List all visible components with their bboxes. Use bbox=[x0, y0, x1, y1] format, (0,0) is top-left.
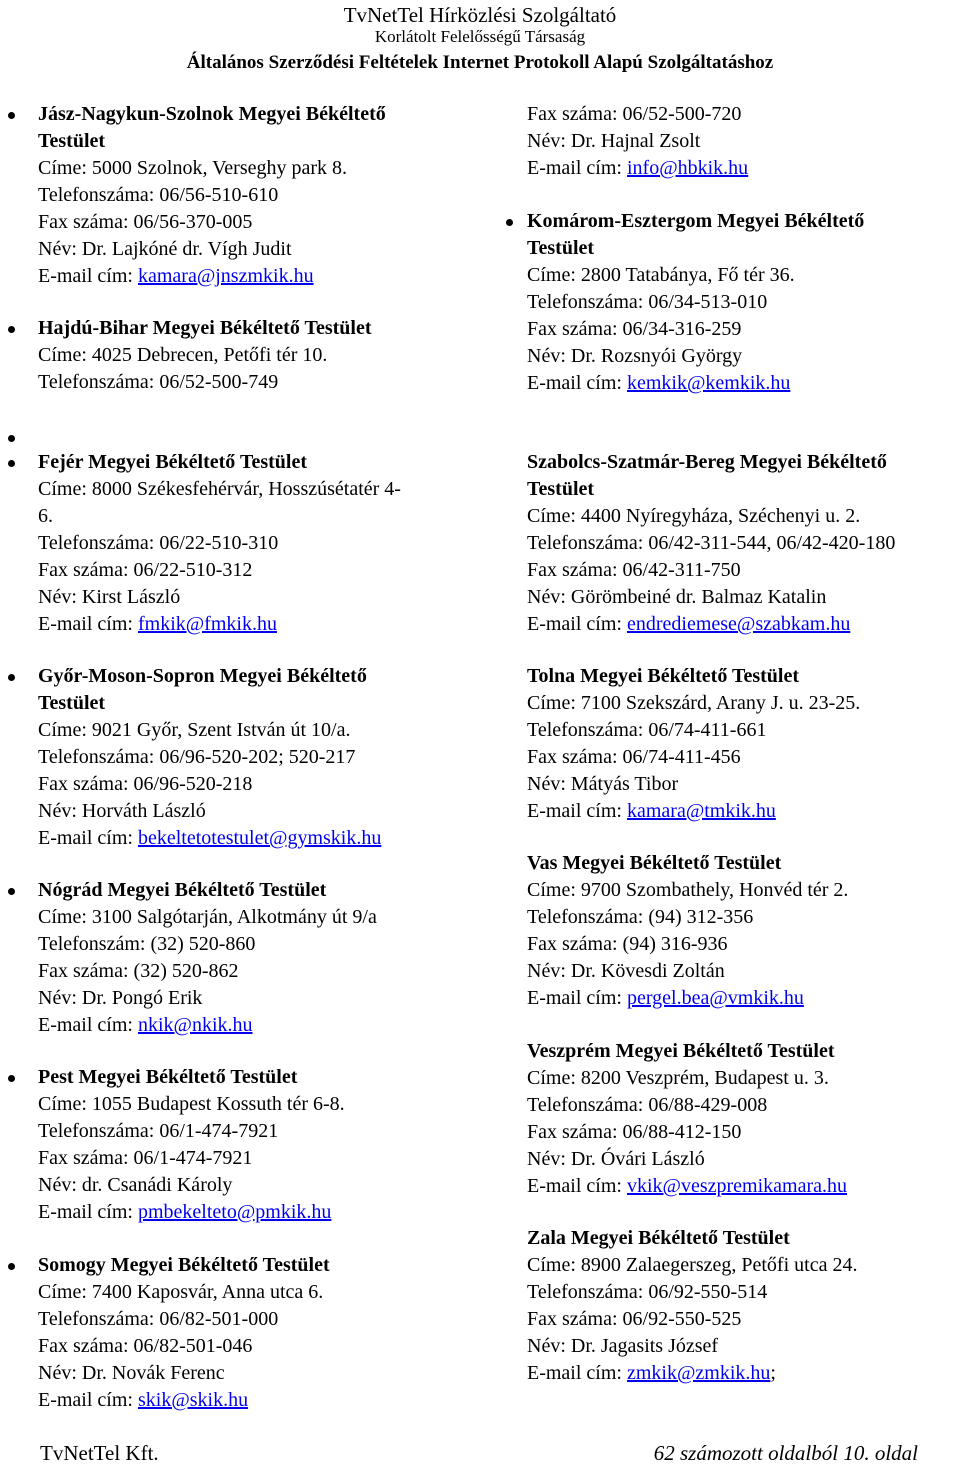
entry-title: Szabolcs-Szatmár-Bereg Megyei Békéltető bbox=[527, 451, 887, 473]
entry-detail: Telefonszáma: 06/42-311-544, 06/42-420-180 bbox=[527, 532, 896, 554]
bullet-icon bbox=[8, 460, 15, 467]
entry-detail: Név: dr. Csanádi Károly bbox=[38, 1174, 233, 1196]
email-label: E-mail cím: bbox=[527, 157, 627, 179]
email-label: E-mail cím: bbox=[38, 1201, 138, 1223]
company-type: Korlátolt Felelősségű Társaság bbox=[374, 27, 586, 46]
entry-detail: Fax száma: (94) 316-936 bbox=[527, 933, 728, 955]
right-entry-4 bbox=[527, 850, 947, 1012]
email-label: E-mail cím: bbox=[38, 1014, 138, 1036]
entry-detail: Név: Dr. Pongó Erik bbox=[38, 987, 203, 1009]
entry-detail: Fax száma: 06/42-311-750 bbox=[527, 559, 741, 581]
entry-detail: Telefonszáma: 06/1-474-7921 bbox=[38, 1120, 279, 1142]
email-label: E-mail cím: bbox=[527, 1175, 627, 1197]
entry-email-line bbox=[527, 1360, 947, 1387]
email-link[interactable]: skik@skik.hu bbox=[137, 1389, 249, 1411]
entry-email-line bbox=[527, 1173, 947, 1200]
entry-title: Győr-Moson-Sopron Megyei Békéltető bbox=[38, 665, 367, 687]
entry-detail: Címe: 7100 Szekszárd, Arany J. u. 23-25. bbox=[527, 692, 861, 714]
entry-detail: Telefonszáma: 06/92-550-514 bbox=[527, 1281, 768, 1303]
email-label: E-mail cím: bbox=[38, 265, 138, 287]
entry-email-line bbox=[38, 1387, 458, 1414]
right-entry-1 bbox=[527, 208, 947, 397]
entry-detail: Címe: 9700 Szombathely, Honvéd tér 2. bbox=[527, 879, 849, 901]
email-link[interactable]: kemkik@kemkik.hu bbox=[626, 372, 791, 394]
left-entry-1 bbox=[38, 315, 458, 396]
entry-email-line bbox=[38, 611, 458, 638]
entry-email-line bbox=[527, 985, 947, 1012]
entry-title: Veszprém Megyei Békéltető Testület bbox=[527, 1040, 835, 1062]
email-link[interactable]: info@hbkik.hu bbox=[626, 157, 749, 179]
entry-email-line bbox=[38, 1199, 458, 1226]
email-suffix: ; bbox=[770, 1362, 776, 1384]
entry-detail: Telefonszáma: 06/22-510-310 bbox=[38, 532, 279, 554]
entry-detail: Címe: 9021 Győr, Szent István út 10/a. bbox=[38, 719, 351, 741]
entry-title: Testület bbox=[38, 130, 106, 152]
entry-title: Hajdú-Bihar Megyei Békéltető Testület bbox=[38, 317, 372, 339]
entry-detail: Név: Dr. Kövesdi Zoltán bbox=[527, 960, 725, 982]
entry-detail: Telefonszáma: 06/52-500-749 bbox=[38, 371, 279, 393]
entry-title: Vas Megyei Békéltető Testület bbox=[527, 852, 782, 874]
entry-detail: Telefonszáma: 06/88-429-008 bbox=[527, 1094, 768, 1116]
email-label: E-mail cím: bbox=[527, 613, 627, 635]
email-link[interactable]: fmkik@fmkik.hu bbox=[137, 613, 277, 635]
entry-detail: Fax száma: 06/74-411-456 bbox=[527, 746, 741, 768]
entry-email-line bbox=[527, 370, 947, 397]
entry-detail: Név: Horváth László bbox=[38, 800, 206, 822]
entry-email-line bbox=[527, 798, 947, 825]
entry-title: Somogy Megyei Békéltető Testület bbox=[38, 1254, 330, 1276]
document-header bbox=[0, 3, 960, 75]
entry-detail: Telefonszáma: 06/56-510-610 bbox=[38, 184, 279, 206]
entry-detail: Címe: 1055 Budapest Kossuth tér 6-8. bbox=[38, 1093, 345, 1115]
entry-title: Tolna Megyei Békéltető Testület bbox=[527, 665, 800, 687]
entry-detail: Név: Görömbeiné dr. Balmaz Katalin bbox=[527, 586, 827, 608]
entry-detail: Név: Dr. Rozsnyói György bbox=[527, 345, 743, 367]
left-entry-6 bbox=[38, 1252, 458, 1414]
entry-detail: Fax száma: 06/22-510-312 bbox=[38, 559, 253, 581]
entry-detail: Címe: 4025 Debrecen, Petőfi tér 10. bbox=[38, 344, 328, 366]
email-label: E-mail cím: bbox=[527, 1362, 627, 1384]
entry-title: Testület bbox=[527, 478, 595, 500]
left-entry-0 bbox=[38, 101, 458, 290]
entry-detail: Fax száma: 06/1-474-7921 bbox=[38, 1147, 253, 1169]
bullet-icon bbox=[8, 1075, 15, 1082]
entry-detail: Név: Dr. Lajkóné dr. Vígh Judit bbox=[38, 238, 292, 260]
email-label: E-mail cím: bbox=[527, 372, 627, 394]
right-entry-3 bbox=[527, 663, 947, 825]
entry-email-line bbox=[38, 1012, 458, 1039]
entry-detail: Fax száma: 06/92-550-525 bbox=[527, 1308, 742, 1330]
right-entry-2 bbox=[527, 449, 947, 638]
document-title: Általános Szerződési Feltételek Internet Protokoll Alapú Szolgáltatáshoz bbox=[186, 52, 774, 73]
entry-detail: Név: Dr. Novák Ferenc bbox=[38, 1362, 225, 1384]
entry-detail: Címe: 8200 Veszprém, Budapest u. 3. bbox=[527, 1067, 829, 1089]
right-entry-6 bbox=[527, 1225, 947, 1387]
left-entry-5 bbox=[38, 1064, 458, 1226]
email-label: E-mail cím: bbox=[38, 827, 138, 849]
entry-detail: Fax száma: 06/56-370-005 bbox=[38, 211, 253, 233]
email-label: E-mail cím: bbox=[38, 1389, 138, 1411]
bullet-icon bbox=[8, 326, 15, 333]
entry-title: Komárom-Esztergom Megyei Békéltető bbox=[527, 210, 865, 232]
company-name: TvNetTel Hírközlési Szolgáltató bbox=[343, 3, 617, 27]
entry-detail: Címe: 7400 Kaposvár, Anna utca 6. bbox=[38, 1281, 324, 1303]
left-entry-4 bbox=[38, 877, 458, 1039]
right-entry-0 bbox=[527, 101, 947, 182]
email-label: E-mail cím: bbox=[38, 613, 138, 635]
entry-title: Zala Megyei Békéltető Testület bbox=[527, 1227, 790, 1249]
entry-detail: Fax száma: 06/88-412-150 bbox=[527, 1121, 742, 1143]
entry-title: Testület bbox=[527, 237, 595, 259]
right-entry-5 bbox=[527, 1038, 947, 1200]
entry-detail: Név: Dr. Jagasits József bbox=[527, 1335, 719, 1357]
entry-detail: Telefonszáma: 06/96-520-202; 520-217 bbox=[38, 746, 356, 768]
entry-detail: Fax száma: 06/52-500-720 bbox=[527, 103, 742, 125]
entry-detail: Fax száma: 06/82-501-046 bbox=[38, 1335, 253, 1357]
entry-detail: Címe: 2800 Tatabánya, Fő tér 36. bbox=[527, 264, 795, 286]
entry-detail: Címe: 8900 Zalaegerszeg, Petőfi utca 24. bbox=[527, 1254, 858, 1276]
bullet-icon bbox=[8, 112, 15, 119]
entry-title: Pest Megyei Békéltető Testület bbox=[38, 1066, 298, 1088]
email-link[interactable]: kamara@jnszmkik.hu bbox=[137, 265, 314, 287]
bullet-icon bbox=[8, 435, 15, 442]
email-link[interactable]: endrediemese@szabkam.hu bbox=[626, 613, 851, 635]
entry-email-line bbox=[527, 611, 947, 638]
entry-detail: Fax száma: (32) 520-862 bbox=[38, 960, 239, 982]
bullet-icon bbox=[8, 1263, 15, 1270]
entry-detail: 6. bbox=[38, 505, 53, 527]
entry-detail: Telefonszáma: 06/34-513-010 bbox=[527, 291, 768, 313]
bullet-icon bbox=[8, 674, 15, 681]
entry-detail: Telefonszáma: (94) 312-356 bbox=[527, 906, 754, 928]
entry-detail: Telefonszám: (32) 520-860 bbox=[38, 933, 256, 955]
email-label: E-mail cím: bbox=[527, 800, 627, 822]
footer-page-number: 62 számozott oldalból 10. oldal bbox=[653, 1441, 918, 1465]
entry-title: Testület bbox=[38, 692, 106, 714]
email-label: E-mail cím: bbox=[527, 987, 627, 1009]
entry-title: Nógrád Megyei Békéltető Testület bbox=[38, 879, 327, 901]
bullet-icon bbox=[506, 219, 513, 226]
email-link[interactable]: bekeltetotestulet@gymskik.hu bbox=[137, 827, 382, 849]
entry-title: Jász-Nagykun-Szolnok Megyei Békéltető bbox=[38, 103, 386, 125]
entry-detail: Név: Mátyás Tibor bbox=[527, 773, 679, 795]
entry-detail: Név: Dr. Hajnal Zsolt bbox=[527, 130, 701, 152]
entry-detail: Telefonszáma: 06/74-411-661 bbox=[527, 719, 767, 741]
entry-detail: Címe: 3100 Salgótarján, Alkotmány út 9/a bbox=[38, 906, 377, 928]
entry-detail: Fax száma: 06/96-520-218 bbox=[38, 773, 253, 795]
entry-detail: Címe: 4400 Nyíregyháza, Széchenyi u. 2. bbox=[527, 505, 861, 527]
left-entry-2 bbox=[38, 449, 458, 638]
email-link[interactable]: kamara@tmkik.hu bbox=[626, 800, 776, 822]
entry-detail: Név: Dr. Óvári László bbox=[527, 1148, 705, 1170]
email-link[interactable]: nkik@nkik.hu bbox=[137, 1014, 253, 1036]
entry-email-line bbox=[38, 825, 458, 852]
email-link[interactable]: pmbekelteto@pmkik.hu bbox=[137, 1201, 332, 1223]
entry-detail: Telefonszáma: 06/82-501-000 bbox=[38, 1308, 279, 1330]
entry-detail: Címe: 8000 Székesfehérvár, Hosszúsétatér 4- bbox=[38, 478, 401, 500]
footer-company: TvNetTel Kft. bbox=[40, 1441, 159, 1465]
email-link[interactable]: vkik@veszpremikamara.hu bbox=[626, 1175, 847, 1197]
entry-email-line bbox=[527, 155, 947, 182]
email-link[interactable]: zmkik@zmkik.hu bbox=[626, 1362, 771, 1384]
bullet-icon bbox=[8, 888, 15, 895]
entry-detail: Fax száma: 06/34-316-259 bbox=[527, 318, 742, 340]
entry-title: Fejér Megyei Békéltető Testület bbox=[38, 451, 307, 473]
entry-detail: Címe: 5000 Szolnok, Verseghy park 8. bbox=[38, 157, 348, 179]
left-entry-3 bbox=[38, 663, 458, 852]
email-link[interactable]: pergel.bea@vmkik.hu bbox=[626, 987, 804, 1009]
entry-detail: Név: Kirst László bbox=[38, 586, 181, 608]
entry-email-line bbox=[38, 263, 458, 290]
